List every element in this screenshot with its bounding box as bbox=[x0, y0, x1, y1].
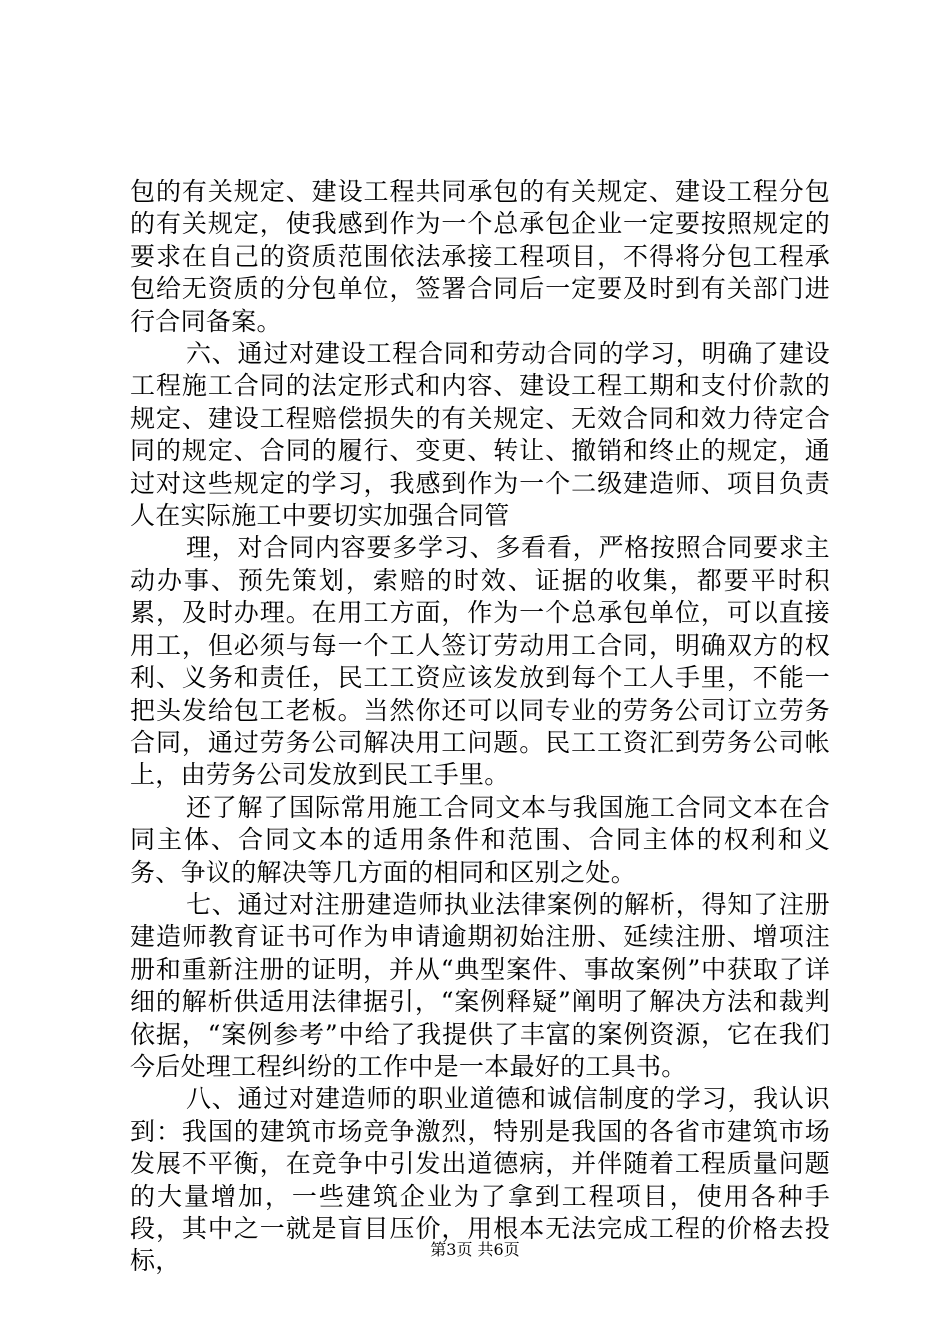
paragraph-section-7: 七、通过对注册建造师执业法律案例的解析，得知了注册建造师教育证书可作为申请逾期初始注册、延续注册、增项注册和重新注册的证明，并从“典型案件、事故案例”中获取了详细的解析供适用法律据引，“案例释疑”阐明了解决方法和裁判依据，“案例参考”中给了我提供了丰富的案例资源，它在我们今后处理工程纠纷的工作中是一本最好的工具书。 bbox=[130, 889, 830, 1081]
page-number-footer: 第3页 共6页 bbox=[430, 1240, 520, 1259]
document-body bbox=[130, 176, 830, 1278]
paragraph-international-contracts: 还了解了国际常用施工合同文本与我国施工合同文本在合同主体、合同文本的适用条件和范围、合同主体的权利和义务、争议的解决等几方面的相同和区别之处。 bbox=[130, 792, 830, 887]
paragraph-continuation: 包的有关规定、建设工程共同承包的有关规定、建设工程分包的有关规定，使我感到作为一个总承包企业一定要按照规定的要求在自己的资质范围依法承接工程项目，不得将分包工程承包给无资质的分包单位，签署合同后一定要及时到有关部门进行合同备案。 bbox=[130, 177, 830, 336]
paragraph-section-6: 六、通过对建设工程合同和劳动合同的学习，明确了建设工程施工合同的法定形式和内容、建设工程工期和支付价款的规定、建设工程赔偿损失的有关规定、无效合同和效力待定合同的规定、合同的履行、变更、转让、撤销和终止的规定，通过对这些规定的学习，我感到作为一个二级建造师、项目负责人在实际施工中要切实加强合同管 bbox=[130, 339, 830, 531]
paragraph-contract-management: 理，对合同内容要多学习、多看看，严格按照合同要求主动办事、预先策划，索赔的时效、证据的收集，都要平时积累，及时办理。在用工方面，作为一个总承包单位，可以直接用工，但必须与每一个工人签订劳动用工合同，明确双方的权利、义务和责任，民工工资应该发放到每个工人手里，不能一把头发给包工老板。当然你还可以同专业的劳务公司订立劳务合同，通过劳务公司解决用工问题。民工工资汇到劳务公司帐上，由劳务公司发放到民工手里。 bbox=[130, 533, 830, 790]
paragraph-section-8: 八、通过对建造师的职业道德和诚信制度的学习，我认识到：我国的建筑市场竞争激烈，特别是我国的各省市建筑市场发展不平衡，在竞争中引发出道德病，并伴随着工程质量问题的大量增加，一些建筑企业为了拿到工程项目，使用各种手段，其中之一就是盲目压价，用根本无法完成工程的价格去投标， bbox=[130, 1084, 830, 1276]
